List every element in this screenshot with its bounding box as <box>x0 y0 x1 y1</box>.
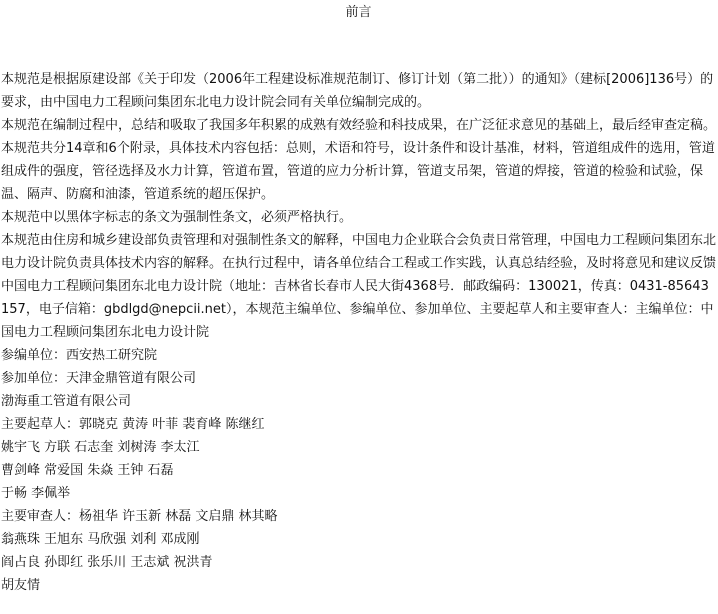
reviewer-line: 胡友情 <box>1 578 41 593</box>
participating-unit-line: 渤海重工管道有限公司 <box>1 394 132 409</box>
drafter-line: 主要起草人：郭晓克 黄涛 叶菲 裴育峰 陈继红 <box>1 417 265 432</box>
document-title: 前言 <box>345 5 372 20</box>
reviewer-line: 阎占良 孙即红 张乐川 王志斌 祝洪青 <box>1 555 213 570</box>
document-body <box>1 68 716 597</box>
reviewer-line: 翁燕珠 王旭东 马欣强 刘利 邓成刚 <box>1 532 200 547</box>
paragraph-management: 本规范由住房和城乡建设部负责管理和对强制性条文的解释，中国电力企业联合会负责日常管理，中国电力工程顾问集团东北电力设计院负责具体技术内容的解释。在执行过程中，请各单位结合工程或工作实践，认真总结经验，及时将意见和建议反馈中国电力工程顾问集团东北电力设计院（地址：吉林省长春市人民大街4368号．邮政编码：130021，传真：0431-85643157，电子信箱：gbdlgd@nepcii.net），本规范主编单位、参编单位、参加单位、主要起草人和主要审查人：主编单位：中国电力工程顾问集团东北电力设计院 <box>1 233 717 340</box>
paragraph-process: 本规范在编制过程中，总结和吸取了我国多年积累的成熟有效经验和科技成果，在广泛征求意见的基础上，最后经审查定稿。 <box>1 118 717 133</box>
paragraph-mandatory: 本规范中以黑体字标志的条文为强制性条文，必须严格执行。 <box>1 210 353 225</box>
drafter-line: 于畅 李佩举 <box>1 486 71 501</box>
paragraph-contents: 本规范共分14章和6个附录，具体技术内容包括：总则，术语和符号，设计条件和设计基准，材料，管道组成件的选用，管道组成件的强度，管径选择及水力计算，管道布置，管道的应力分析计算，管道支吊架，管道的焊接，管道的检验和试验，保温、隔声、防腐和油漆，管道系统的超压保护。 <box>1 141 715 202</box>
paragraph-basis: 本规范是根据原建设部《关于印发（2006年工程建设标准规范制订、修订计划（第二批））的通知》（建标[2006]136号）的要求，由中国电力工程顾问集团东北电力设计院会同有关单位编制完成的。 <box>1 72 714 110</box>
drafter-line: 曹剑峰 常爱国 朱焱 王钟 石磊 <box>1 463 174 478</box>
participating-unit-line: 参编单位：西安热工研究院 <box>1 348 158 363</box>
participating-unit-line: 参加单位：天津金鼎管道有限公司 <box>1 371 197 386</box>
reviewer-line: 主要审查人：杨祖华 许玉新 林磊 文启鼎 林其略 <box>1 509 278 524</box>
spacer <box>1 26 716 68</box>
drafter-line: 姚宇飞 方联 石志奎 刘树涛 李太江 <box>1 440 200 455</box>
